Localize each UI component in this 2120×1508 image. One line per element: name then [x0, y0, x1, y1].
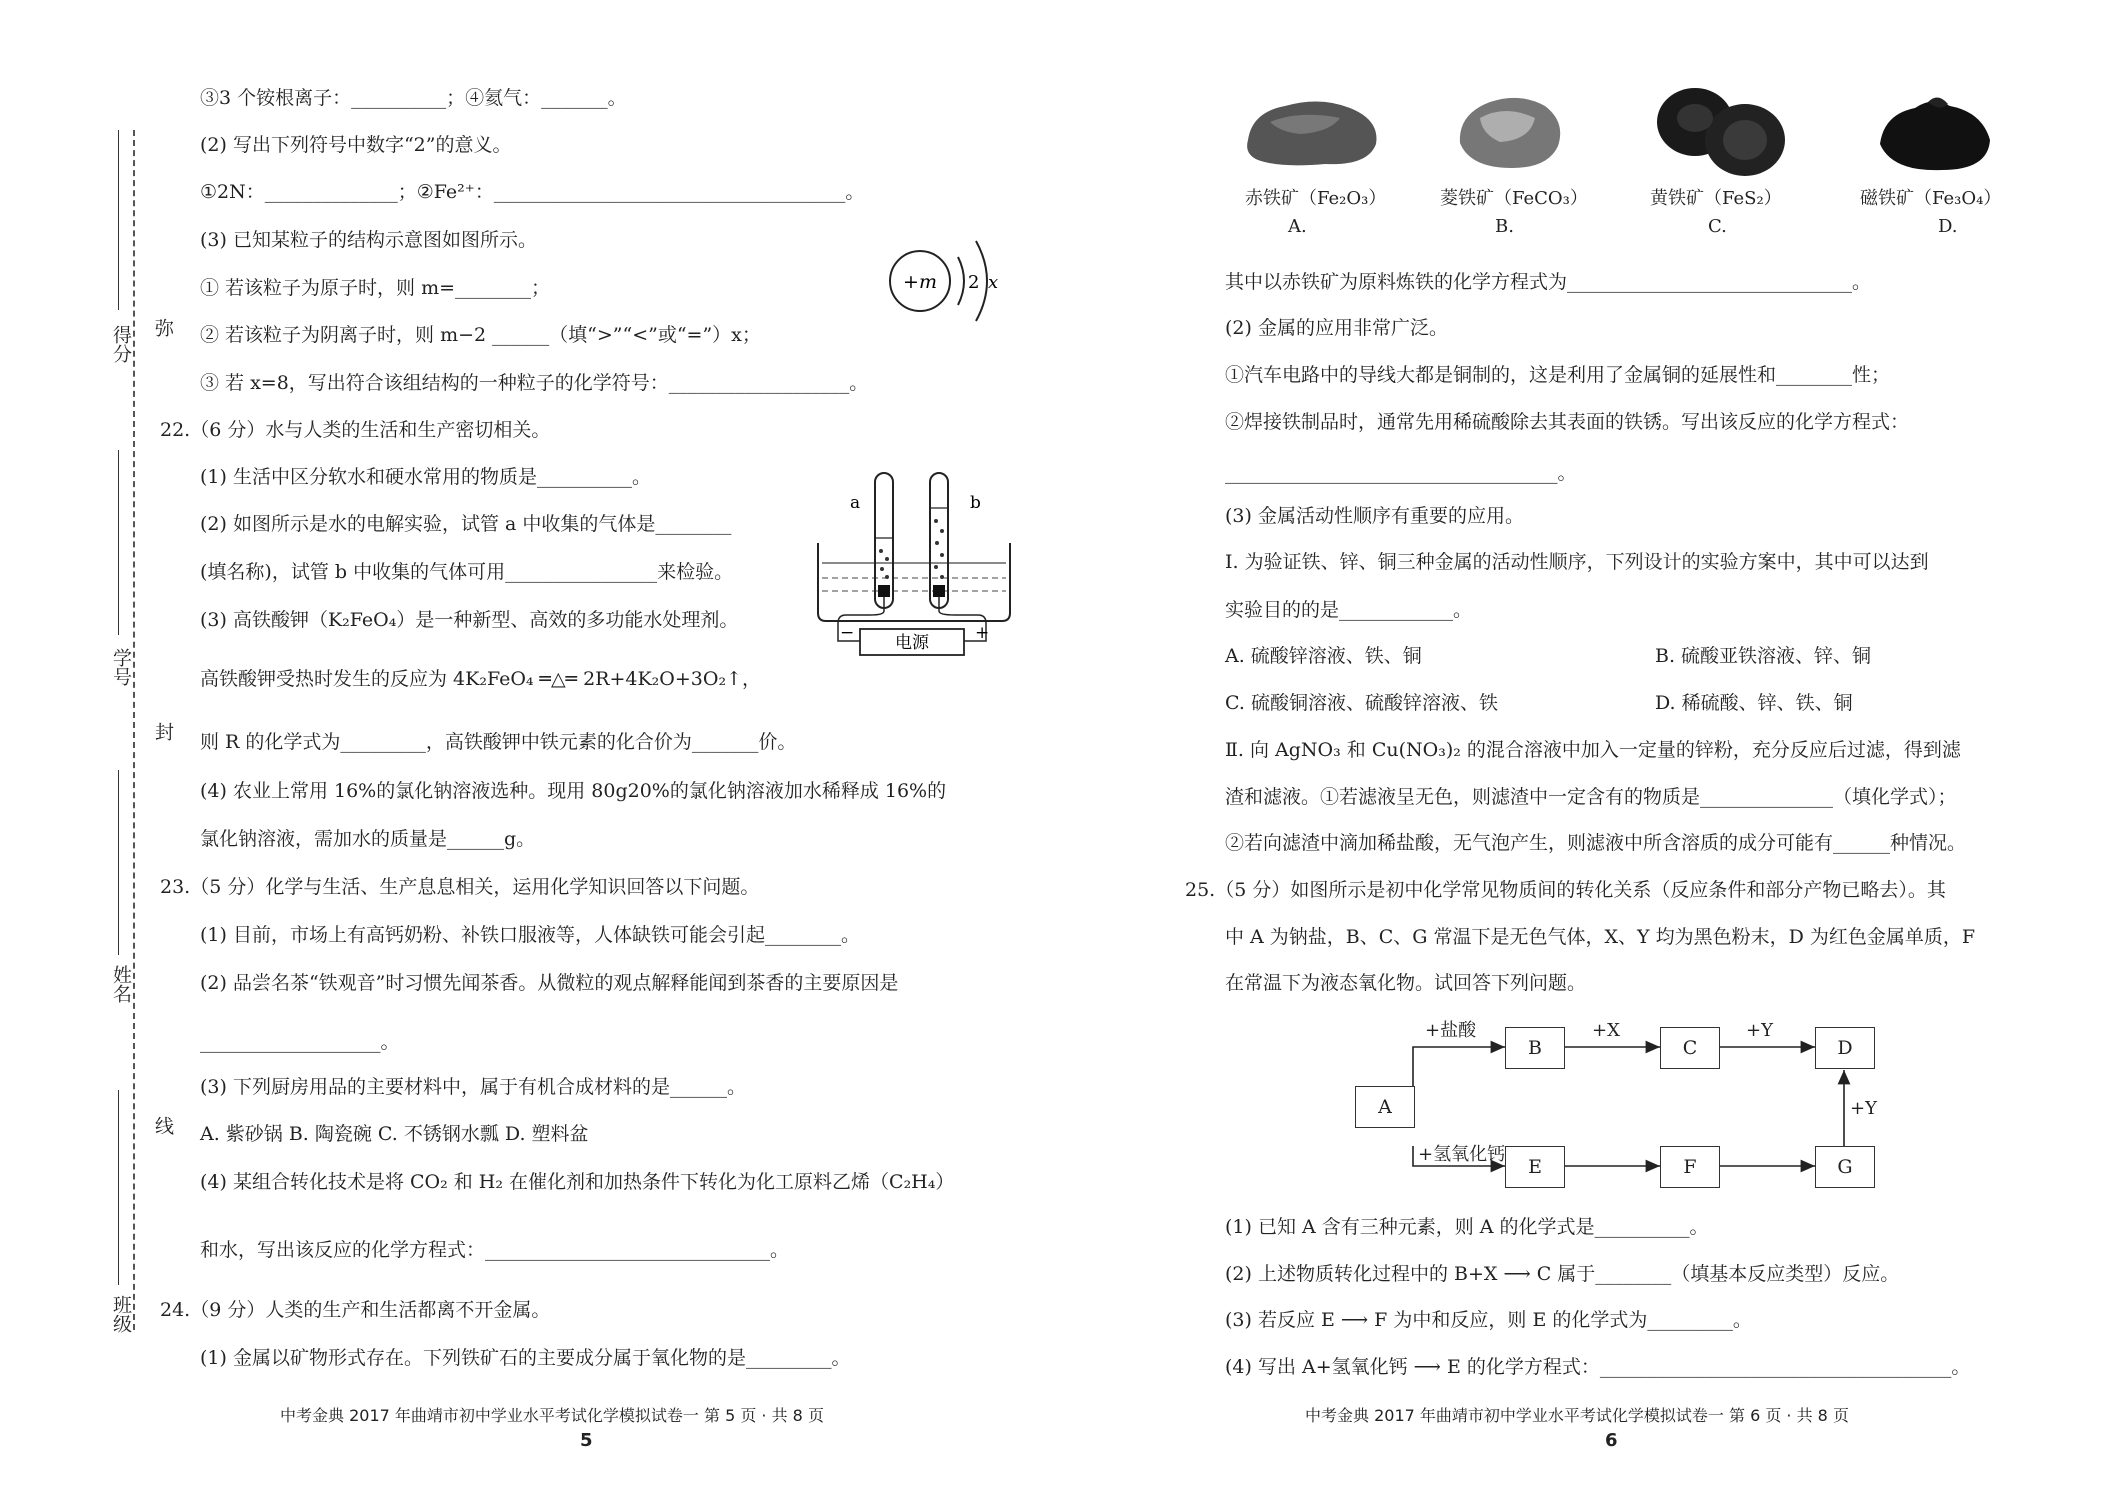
text-line: (1) 金属以矿物形式存在。下列铁矿石的主要成分属于氧化物的是_________。 — [200, 1347, 851, 1369]
option-c: C. 硫酸铜溶液、硫酸锌溶液、铁 — [1225, 692, 1498, 714]
side-label-number: 学号 — [110, 648, 132, 686]
text-line: 在常温下为液态氧化物。试回答下列问题。 — [1225, 972, 1587, 994]
text-line: 中 A 为钠盐，B、C、G 常温下是无色气体，X、Y 均为黑色粉末，D 为红色金属单质，F — [1225, 926, 1976, 948]
page-footer-right: 中考金典 2017 年曲靖市初中学业水平考试化学模拟试卷一 第 6 页 · 共 8 页 — [1305, 1406, 1849, 1425]
ore-letter-b: B. — [1495, 216, 1514, 237]
node-c: C — [1660, 1027, 1720, 1069]
question-22: 22.（6 分）水与人类的生活和生产密切相关。 — [160, 419, 551, 441]
side-label-xian: 线 — [152, 1116, 174, 1135]
text-line: (4) 农业上常用 16%的氯化钠溶液选种。现用 80g20%的氯化钠溶液加水稀释成 16%的 — [200, 780, 947, 802]
text-line: 高铁酸钾受热时发生的反应为 4K₂FeO₄ ═△═ 2R+4K₂O+3O₂↑， — [200, 668, 762, 690]
water-tank — [818, 543, 1010, 621]
ore-siderite-image — [1450, 88, 1570, 174]
ore-letter-a: A. — [1288, 216, 1307, 237]
node-b: B — [1505, 1027, 1565, 1069]
text-line: 和水，写出该反应的化学方程式：______________________________。 — [200, 1239, 790, 1261]
text-line: Ⅱ. 向 AgNO₃ 和 Cu(NO₃)₂ 的混合溶液中加入一定量的锌粉，充分反应后过滤，得到滤 — [1225, 739, 1961, 761]
choice-row: A. 紫砂锅 B. 陶瓷碗 C. 不锈钢水瓢 D. 塑料盆 — [200, 1123, 589, 1145]
ore-pyrite-image — [1650, 84, 1790, 180]
side-fill-line — [118, 130, 119, 310]
tube-a-label: a — [850, 493, 861, 513]
electrolysis-apparatus-diagram — [810, 463, 1020, 673]
negative-label: − — [840, 623, 855, 643]
text-line: ①汽车电路中的导线大都是铜制的，这是利用了金属铜的延展性和________性； — [1225, 364, 1891, 386]
shell-2-electrons: x — [988, 272, 999, 293]
side-fill-line — [118, 1090, 119, 1285]
ore-caption-b: 菱铁矿（FeCO₃） — [1440, 188, 1588, 209]
question-23: 23.（5 分）化学与生活、生产息息相关，运用化学知识回答以下问题。 — [160, 876, 760, 898]
positive-label: + — [975, 623, 990, 643]
side-label-score: 得分 — [110, 325, 132, 363]
binding-dashed-line — [133, 130, 135, 1330]
question-25: 25.（5 分）如图所示是初中化学常见物质间的转化关系（反应条件和部分产物已略去）。其 — [1185, 879, 1946, 901]
electrode-b — [933, 585, 945, 597]
text-line: 其中以赤铁矿为原料炼铁的化学方程式为______________________________。 — [1225, 271, 1872, 293]
text-line: ___________________________________。 — [1225, 462, 1577, 484]
ore-caption-d: 磁铁矿（Fe₃O₄） — [1860, 188, 2002, 209]
ore-caption-c: 黄铁矿（FeS₂） — [1650, 188, 1782, 209]
text-line: (2) 上述物质转化过程中的 B+X ⟶ C 属于________（填基本反应类型）反应。 — [1225, 1263, 1900, 1285]
edge-label-calcium-hydroxide: +氢氧化钙 — [1418, 1144, 1506, 1165]
text-line: 渣和滤液。①若滤液呈无色，则滤渣中一定含有的物质是______________（填化学式）； — [1225, 786, 1957, 808]
atom-structure-diagram — [870, 225, 1020, 335]
ore-letter-c: C. — [1708, 216, 1727, 237]
text-line: (3) 若反应 E ⟶ F 为中和反应，则 E 的化学式为_________。 — [1225, 1309, 1752, 1331]
node-d: D — [1815, 1027, 1875, 1069]
text-line: ___________________。 — [200, 1031, 400, 1053]
text-line: (2) 品尝名茶“铁观音”时习惯先闻茶香。从微粒的观点解释能闻到茶香的主要原因是 — [200, 972, 899, 994]
text-line: (1) 生活中区分软水和硬水常用的物质是__________。 — [200, 466, 651, 488]
node-a: A — [1355, 1086, 1415, 1128]
text-line: Ⅰ. 为验证铁、锌、铜三种金属的活动性顺序，下列设计的实验方案中，其中可以达到 — [1225, 551, 1929, 573]
side-label-name: 姓名 — [110, 965, 132, 1003]
text-line: ③ 若 x=8，写出符合该组结构的一种粒子的化学符号：___________________。 — [200, 372, 869, 394]
option-b: B. 硫酸亚铁溶液、锌、铜 — [1655, 645, 1872, 667]
text-line: 实验目的的是____________。 — [1225, 599, 1473, 621]
side-fill-line — [118, 770, 119, 955]
text-line: (填名称)，试管 b 中收集的气体可用________________来检验。 — [200, 561, 734, 583]
edge-label-acid: +盐酸 — [1425, 1020, 1477, 1041]
text-line: (3) 高铁酸钾（K₂FeO₄）是一种新型、高效的多功能水处理剂。 — [200, 609, 739, 631]
text-line: ① 若该粒子为原子时，则 m=________； — [200, 277, 551, 299]
ore-letter-d: D. — [1938, 216, 1958, 237]
node-g: G — [1815, 1146, 1875, 1188]
tube-b-label: b — [970, 493, 981, 513]
page-number-right: 6 — [1605, 1430, 1618, 1451]
power-label: 电源 — [895, 633, 929, 653]
text-line: ②若向滤渣中滴加稀盐酸，无气泡产生，则滤液中所含溶质的成分可能有______种情况。 — [1225, 832, 1967, 854]
ore-caption-a: 赤铁矿（Fe₂O₃） — [1245, 188, 1387, 209]
text-line: ①2N：______________；②Fe²⁺：_____________________________________。 — [200, 181, 865, 203]
text-line: (2) 金属的应用非常广泛。 — [1225, 317, 1448, 339]
text-line: (4) 某组合转化技术是将 CO₂ 和 H₂ 在催化剂和加热条件下转化为化工原料乙烯（C₂H₄） — [200, 1171, 955, 1193]
text-line: (3) 已知某粒子的结构示意图如图所示。 — [200, 229, 537, 251]
text-line: (2) 写出下列符号中数字“2”的意义。 — [200, 134, 512, 156]
question-24: 24.（9 分）人类的生产和生活都离不开金属。 — [160, 1299, 551, 1321]
side-fill-line — [118, 450, 119, 635]
text-line: ②焊接铁制品时，通常先用稀硫酸除去其表面的铁锈。写出该反应的化学方程式： — [1225, 411, 1910, 433]
node-f: F — [1660, 1146, 1720, 1188]
side-label-class: 班级 — [110, 1295, 132, 1333]
option-a: A. 硫酸锌溶液、铁、铜 — [1225, 645, 1422, 667]
electron-shell-1 — [958, 257, 964, 305]
side-label-feng: 封 — [152, 722, 174, 741]
page-footer-left: 中考金典 2017 年曲靖市初中学业水平考试化学模拟试卷一 第 5 页 · 共 8 页 — [280, 1406, 824, 1425]
text-line: (3) 金属活动性顺序有重要的应用。 — [1225, 505, 1524, 527]
nucleus-charge: +m — [903, 271, 937, 293]
text-line: (1) 目前，市场上有高钙奶粉、补铁口服液等，人体缺铁可能会引起________。 — [200, 924, 860, 946]
edge-label-y-top: +Y — [1746, 1020, 1773, 1041]
ore-magnetite-image — [1870, 92, 2000, 176]
node-e: E — [1505, 1146, 1565, 1188]
text-line: 氯化钠溶液，需加水的质量是______g。 — [200, 828, 536, 850]
edge-label-x: +X — [1592, 1020, 1620, 1041]
text-line: (3) 下列厨房用品的主要材料中，属于有机合成材料的是______。 — [200, 1076, 746, 1098]
conversion-flow-arrows — [1350, 1020, 1890, 1200]
shell-1-electrons: 2 — [968, 272, 980, 293]
text-line: ② 若该粒子为阴离子时，则 m−2 ______（填“>”“<”或“=”）x； — [200, 324, 761, 346]
side-label-mi: 弥 — [152, 318, 174, 337]
option-d: D. 稀硫酸、锌、铁、铜 — [1655, 692, 1853, 714]
text-line: (4) 写出 A+氢氧化钙 ⟶ E 的化学方程式：_____________________________________。 — [1225, 1356, 1971, 1378]
electrode-a — [878, 585, 890, 597]
text-line: ③3 个铵根离子：__________；④氦气：_______。 — [200, 87, 627, 109]
ore-hematite-image — [1240, 92, 1385, 172]
text-line: (2) 如图所示是水的电解实验，试管 a 中收集的气体是________ — [200, 513, 732, 535]
text-line: 则 R 的化学式为_________，高铁酸钾中铁元素的化合价为_______价。 — [200, 731, 797, 753]
page-number-left: 5 — [580, 1430, 593, 1451]
edge-label-y-right: +Y — [1850, 1098, 1877, 1119]
text-line: (1) 已知 A 含有三种元素，则 A 的化学式是__________。 — [1225, 1216, 1709, 1238]
